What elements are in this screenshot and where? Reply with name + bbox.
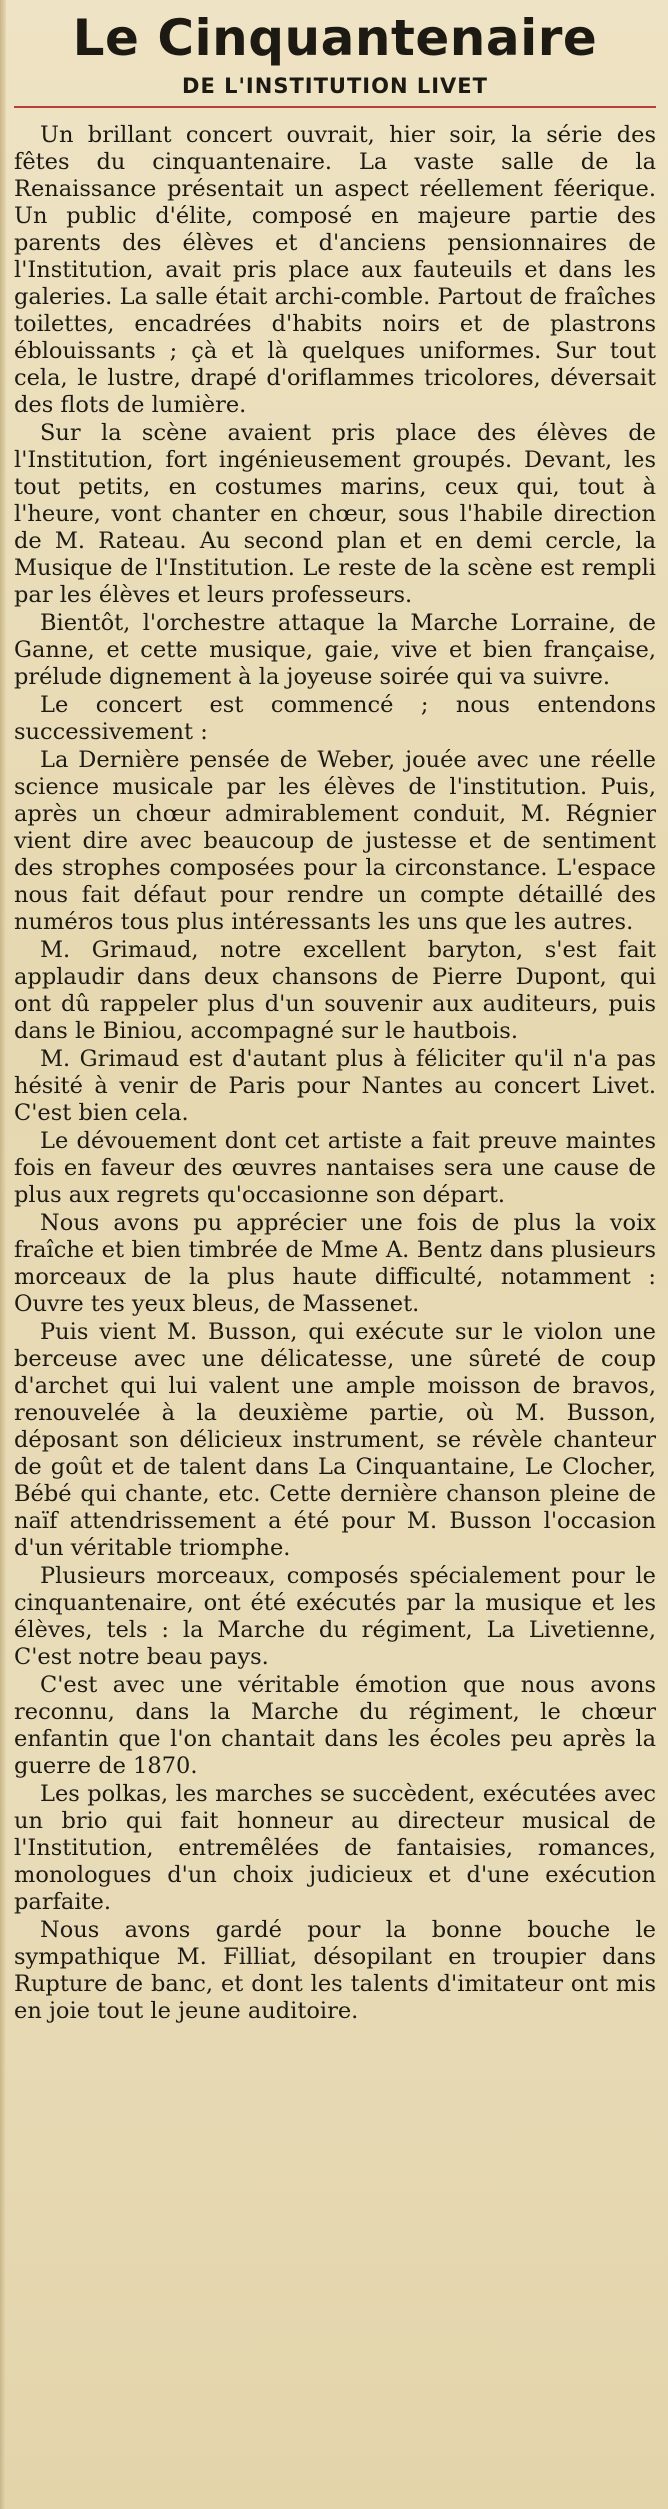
paragraph: M. Grimaud, notre excellent baryton, s'est fait applaudir dans deux chansons de Pierre Dupont, qui ont dû rappeler plus d'un souvenir aux auditeurs, puis dans le Biniou, accompagné sur le hautbois. (14, 937, 656, 1044)
paragraph: La Dernière pensée de Weber, jouée avec une réelle science musicale par les élèves de l'institution. Puis, après un chœur admirablement conduit, M. Régnier vient dire avec beaucoup de justesse et de sentiment des strophes composées pour la circonstance. L'espace nous fait défaut pour rendre un compte détaillé des numéros tous plus intéressants les uns que les autres. (14, 747, 656, 935)
paragraph: M. Grimaud est d'autant plus à féliciter qu'il n'a pas hésité à venir de Paris pour Nantes au concert Livet. C'est bien cela. (14, 1046, 656, 1126)
paragraph: Le concert est commencé ; nous entendons successivement : (14, 692, 656, 745)
article-subtitle: DE L'INSTITUTION LIVET (14, 74, 656, 108)
paragraph: Plusieurs morceaux, composés spécialement pour le cinquantenaire, ont été exécutés par la musique et les élèves, tels : la Marche du régiment, La Livetienne, C'est notre beau pays. (14, 1563, 656, 1670)
paragraph: C'est avec une véritable émotion que nous avons reconnu, dans la Marche du régiment, le chœur enfantin que l'on chantait dans les écoles peu après la guerre de 1870. (14, 1672, 656, 1779)
paragraph: Nous avons pu apprécier une fois de plus la voix fraîche et bien timbrée de Mme A. Bentz dans plusieurs morceaux de la plus haute difficulté, notamment : Ouvre tes yeux bleus, de Massenet. (14, 1210, 656, 1317)
article-body (14, 122, 656, 2025)
paragraph: Bientôt, l'orchestre attaque la Marche Lorraine, de Ganne, et cette musique, gaie, vive et bien française, prélude dignement à la joyeuse soirée qui va suivre. (14, 610, 656, 690)
paragraph: Le dévouement dont cet artiste a fait preuve maintes fois en faveur des œuvres nantaises sera une cause de plus aux regrets qu'occasionne son départ. (14, 1128, 656, 1208)
article-title: Le Cinquantenaire (72, 9, 598, 67)
paragraph: Puis vient M. Busson, qui exécute sur le violon une berceuse avec une délicatesse, une sûreté de coup d'archet qui lui valent une ample moisson de bravos, renouvelée à la deuxième partie, où M. Busson, déposant son délicieux instrument, se révèle chanteur de goût et de talent dans La Cinquantaine, Le Clocher, Bébé qui chante, etc. Cette dernière chanson pleine de naïf attendrissement a été pour M. Busson l'occasion d'un véritable triomphe. (14, 1319, 656, 1561)
paragraph: Sur la scène avaient pris place des élèves de l'Institution, fort ingénieusement groupés. Devant, les tout petits, en costumes marins, ceux qui, tout à l'heure, vont chanter en chœur, sous l'habile direction de M. Rateau. Au second plan et en demi cercle, la Musique de l'Institution. Le reste de la scène est rempli par les élèves et leurs professeurs. (14, 420, 656, 608)
paragraph: Les polkas, les marches se succèdent, exécutées avec un brio qui fait honneur au directeur musical de l'Institution, entremêlées de fantaisies, romances, monologues d'un choix judicieux et d'une exécution parfaite. (14, 1781, 656, 1915)
paragraph: Un brillant concert ouvrait, hier soir, la série des fêtes du cinquantenaire. La vaste salle de la Renaissance présentait un aspect réellement féerique. Un public d'élite, composé en majeure partie des parents des élèves et d'anciens pensionnaires de l'Institution, avait pris place aux fauteuils et dans les galeries. La salle était archi-comble. Partout de fraîches toilettes, encadrées d'habits noirs et de plastrons éblouissants ; çà et là quelques uniformes. Sur tout cela, le lustre, drapé d'oriflammes tricolores, déversait des flots de lumière. (14, 122, 656, 418)
paragraph: Nous avons gardé pour la bonne bouche le sympathique M. Filliat, désopilant en troupier dans Rupture de banc, et dont les talents d'imitateur ont mis en joie tout le jeune auditoire. (14, 1917, 656, 2024)
